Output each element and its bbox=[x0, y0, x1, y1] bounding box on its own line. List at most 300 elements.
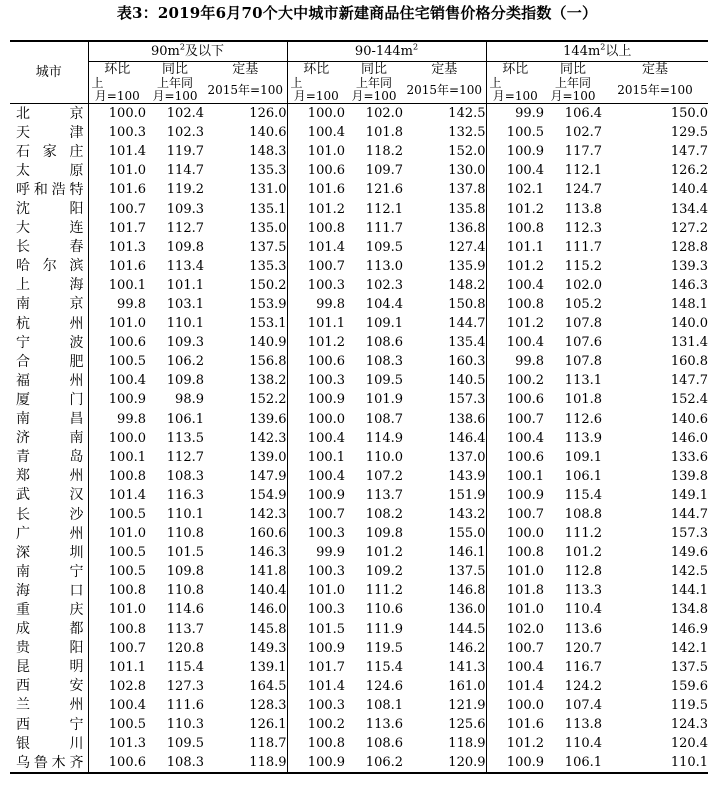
city-name: 长春 bbox=[10, 238, 88, 257]
index-value: 164.5 bbox=[204, 677, 287, 696]
index-value: 112.1 bbox=[365, 201, 404, 217]
index-value: 100.1 bbox=[307, 449, 346, 465]
index-value: 139.1 bbox=[204, 658, 287, 677]
index-value: 99.8 bbox=[117, 411, 146, 427]
index-value: 146.3 bbox=[204, 543, 287, 562]
index-value: 113.6 bbox=[564, 621, 603, 637]
city-name: 呼和浩特 bbox=[10, 180, 88, 199]
fixed-header: 定基 bbox=[204, 62, 287, 77]
index-value: 109.5 bbox=[365, 239, 404, 255]
index-value: 101.2 bbox=[506, 736, 545, 752]
index-value: 110.6 bbox=[365, 602, 404, 618]
index-value: 100.8 bbox=[506, 296, 545, 312]
index-value: 100.6 bbox=[108, 335, 146, 351]
index-value: 126.0 bbox=[204, 104, 287, 124]
index-value: 101.6 bbox=[307, 182, 346, 198]
city-name: 厦门 bbox=[10, 390, 88, 409]
index-value: 102.4 bbox=[166, 106, 204, 122]
index-value: 127.4 bbox=[403, 238, 486, 257]
index-value: 116.7 bbox=[564, 659, 603, 675]
index-value: 137.5 bbox=[204, 238, 287, 257]
index-value: 101.1 bbox=[307, 316, 346, 332]
index-value: 142.1 bbox=[670, 640, 709, 656]
index-value: 101.0 bbox=[108, 526, 146, 542]
index-value: 100.2 bbox=[307, 717, 346, 733]
table-row bbox=[10, 505, 708, 524]
index-value: 140.5 bbox=[403, 371, 486, 390]
index-value: 153.9 bbox=[204, 295, 287, 314]
index-value: 101.8 bbox=[506, 583, 545, 599]
index-value: 139.3 bbox=[670, 258, 709, 274]
index-value: 140.4 bbox=[670, 182, 709, 198]
index-value: 100.5 bbox=[108, 545, 146, 561]
index-value: 101.8 bbox=[564, 392, 603, 408]
index-value: 108.1 bbox=[365, 697, 404, 713]
base-line2: 月=100 bbox=[293, 88, 339, 103]
yoy-header: 同比 bbox=[161, 61, 188, 77]
table-row bbox=[10, 448, 708, 467]
index-value: 135.4 bbox=[403, 333, 486, 352]
index-value: 146.9 bbox=[670, 621, 709, 637]
index-value: 134.4 bbox=[670, 201, 709, 217]
index-value: 124.2 bbox=[564, 678, 603, 694]
table-row bbox=[10, 486, 708, 505]
index-value: 136.0 bbox=[403, 600, 486, 619]
index-value: 101.4 bbox=[108, 487, 146, 503]
index-value: 124.6 bbox=[365, 678, 404, 694]
index-value: 159.6 bbox=[670, 678, 709, 694]
index-value: 140.0 bbox=[670, 316, 709, 332]
index-value: 108.3 bbox=[365, 354, 404, 370]
group-label-sup: 2 bbox=[600, 42, 606, 52]
table-row bbox=[10, 715, 708, 734]
index-value: 135.3 bbox=[204, 257, 287, 276]
index-value: 137.5 bbox=[670, 659, 709, 675]
index-value: 142.3 bbox=[204, 429, 287, 448]
index-value: 109.8 bbox=[166, 564, 204, 580]
index-value: 137.0 bbox=[403, 448, 486, 467]
index-value: 100.9 bbox=[108, 392, 146, 408]
index-value: 112.8 bbox=[564, 564, 603, 580]
index-value: 127.2 bbox=[670, 220, 709, 236]
index-value: 125.6 bbox=[403, 715, 486, 734]
index-value: 100.3 bbox=[307, 526, 346, 542]
index-value: 126.2 bbox=[670, 163, 709, 179]
index-value: 100.4 bbox=[307, 125, 346, 141]
index-value: 139.8 bbox=[670, 468, 709, 484]
index-value: 100.7 bbox=[307, 507, 346, 523]
index-value: 152.2 bbox=[204, 390, 287, 409]
index-value: 107.6 bbox=[564, 335, 603, 351]
index-value: 109.5 bbox=[365, 373, 404, 389]
index-value: 152.4 bbox=[670, 392, 709, 408]
index-value: 115.2 bbox=[564, 258, 603, 274]
table-row bbox=[10, 276, 708, 295]
mom-header: 环比 bbox=[303, 61, 330, 77]
index-value: 146.8 bbox=[403, 581, 486, 600]
index-value: 115.4 bbox=[365, 659, 404, 675]
group-label-sup: 2 bbox=[179, 42, 185, 52]
index-value: 154.9 bbox=[204, 486, 287, 505]
index-value: 119.5 bbox=[670, 697, 709, 713]
index-value: 147.7 bbox=[670, 144, 709, 160]
index-value: 101.6 bbox=[108, 182, 146, 198]
index-value: 106.1 bbox=[564, 468, 603, 484]
index-value: 101.0 bbox=[506, 602, 545, 618]
yoy-base-header bbox=[146, 76, 204, 104]
city-name: 大连 bbox=[10, 219, 88, 238]
index-value: 101.0 bbox=[108, 163, 146, 179]
index-value: 114.7 bbox=[166, 163, 204, 179]
index-value: 100.7 bbox=[506, 640, 545, 656]
index-value: 109.7 bbox=[365, 163, 404, 179]
index-value: 115.4 bbox=[564, 487, 603, 503]
index-value: 100.7 bbox=[506, 411, 545, 427]
base-line2: 月=100 bbox=[550, 88, 596, 103]
table-title: 表3：2019年6月70个大中城市新建商品住宅销售价格分类指数（一） bbox=[116, 4, 598, 22]
table-row bbox=[10, 467, 708, 486]
index-value: 150.0 bbox=[670, 106, 709, 122]
base-line1: 上 bbox=[290, 75, 303, 90]
index-value: 101.3 bbox=[108, 736, 146, 752]
index-value: 120.9 bbox=[403, 753, 486, 773]
index-value: 150.8 bbox=[403, 295, 486, 314]
index-value: 140.6 bbox=[204, 123, 287, 142]
index-value: 140.9 bbox=[204, 333, 287, 352]
index-value: 112.7 bbox=[166, 449, 204, 465]
index-value: 100.9 bbox=[307, 640, 346, 656]
city-name: 武汉 bbox=[10, 486, 88, 505]
index-value: 108.6 bbox=[365, 736, 404, 752]
index-value: 108.7 bbox=[365, 411, 404, 427]
index-value: 99.9 bbox=[515, 106, 545, 122]
index-value: 100.4 bbox=[506, 163, 545, 179]
table-row bbox=[10, 696, 708, 715]
index-value: 146.3 bbox=[670, 277, 709, 293]
index-value: 101.2 bbox=[506, 258, 545, 274]
city-name: 乌鲁木齐 bbox=[10, 753, 88, 773]
index-value: 98.9 bbox=[175, 392, 204, 408]
index-value: 109.8 bbox=[166, 239, 204, 255]
index-value: 160.3 bbox=[403, 352, 486, 371]
index-value: 109.8 bbox=[166, 373, 204, 389]
index-value: 100.9 bbox=[486, 753, 544, 773]
group-label-tail: 以上 bbox=[605, 44, 632, 59]
city-name: 广州 bbox=[10, 524, 88, 543]
index-value: 160.6 bbox=[204, 524, 287, 543]
yoy-header: 同比 bbox=[361, 61, 388, 77]
index-value: 99.8 bbox=[316, 296, 346, 312]
city-name: 福州 bbox=[10, 371, 88, 390]
index-value: 137.8 bbox=[403, 180, 486, 199]
city-name: 宁波 bbox=[10, 333, 88, 352]
city-name: 重庆 bbox=[10, 600, 88, 619]
index-value: 100.9 bbox=[506, 144, 545, 160]
index-value: 113.5 bbox=[166, 430, 204, 446]
city-name: 南京 bbox=[10, 295, 88, 314]
table-row bbox=[10, 257, 708, 276]
table-row bbox=[10, 199, 708, 218]
index-value: 100.5 bbox=[108, 564, 146, 580]
index-value: 100.0 bbox=[506, 526, 545, 542]
index-value: 101.9 bbox=[365, 392, 404, 408]
index-value: 100.6 bbox=[88, 753, 146, 773]
table-row bbox=[10, 314, 708, 333]
index-value: 120.4 bbox=[670, 736, 709, 752]
index-value: 119.7 bbox=[166, 144, 204, 160]
index-value: 137.5 bbox=[403, 562, 486, 581]
index-value: 142.3 bbox=[204, 505, 287, 524]
index-value: 99.8 bbox=[117, 296, 146, 312]
index-value: 100.3 bbox=[108, 125, 146, 141]
index-value: 136.8 bbox=[403, 219, 486, 238]
index-value: 107.2 bbox=[365, 468, 404, 484]
index-value: 101.0 bbox=[307, 144, 346, 160]
index-value: 128.8 bbox=[670, 239, 709, 255]
group-label: 144m bbox=[563, 44, 601, 59]
mom-base-header bbox=[88, 76, 146, 104]
index-value: 113.9 bbox=[564, 430, 603, 446]
index-value: 100.0 bbox=[108, 430, 146, 446]
index-value: 144.7 bbox=[670, 507, 709, 523]
base-line1: 上年同 bbox=[156, 75, 193, 90]
index-value: 141.8 bbox=[204, 562, 287, 581]
city-name: 海口 bbox=[10, 581, 88, 600]
index-value: 101.0 bbox=[108, 602, 146, 618]
index-value: 101.4 bbox=[108, 144, 146, 160]
index-value: 144.5 bbox=[403, 620, 486, 639]
index-value: 100.6 bbox=[307, 354, 346, 370]
yoy-base-header bbox=[345, 76, 403, 104]
city-name: 南宁 bbox=[10, 562, 88, 581]
fixed-base-header: 2015年=100 bbox=[602, 76, 708, 104]
index-value: 100.0 bbox=[108, 106, 146, 122]
city-name: 兰州 bbox=[10, 696, 88, 715]
index-value: 145.8 bbox=[204, 620, 287, 639]
index-value: 100.4 bbox=[506, 659, 545, 675]
index-value: 120.8 bbox=[166, 640, 204, 656]
index-value: 124.3 bbox=[670, 717, 709, 733]
index-value: 157.3 bbox=[670, 526, 709, 542]
index-value: 109.1 bbox=[365, 316, 404, 332]
index-value: 100.6 bbox=[506, 449, 545, 465]
index-value: 101.1 bbox=[108, 659, 146, 675]
index-value: 153.1 bbox=[204, 314, 287, 333]
index-value: 106.1 bbox=[544, 753, 602, 773]
index-value: 110.3 bbox=[166, 717, 204, 733]
city-name: 长沙 bbox=[10, 505, 88, 524]
table-row bbox=[10, 562, 708, 581]
index-value: 109.3 bbox=[166, 201, 204, 217]
index-value: 112.1 bbox=[564, 163, 603, 179]
index-value: 118.2 bbox=[365, 144, 404, 160]
index-value: 151.9 bbox=[403, 486, 486, 505]
index-value: 160.8 bbox=[670, 354, 709, 370]
index-value: 111.7 bbox=[564, 239, 603, 255]
base-line1: 上 bbox=[489, 75, 502, 90]
city-name: 西安 bbox=[10, 677, 88, 696]
city-name: 太原 bbox=[10, 161, 88, 180]
index-value: 102.0 bbox=[365, 106, 404, 122]
table-row bbox=[10, 639, 708, 658]
header-row-index-type bbox=[10, 62, 708, 77]
index-value: 114.6 bbox=[166, 602, 204, 618]
index-value: 101.2 bbox=[365, 545, 404, 561]
mom-base-header bbox=[486, 76, 544, 104]
index-value: 100.8 bbox=[108, 468, 146, 484]
table-row bbox=[10, 543, 708, 562]
group-header-medium bbox=[287, 41, 486, 62]
index-value: 108.3 bbox=[146, 753, 204, 773]
index-value: 101.2 bbox=[564, 545, 603, 561]
group-label-tail: 及以下 bbox=[184, 44, 224, 59]
index-value: 113.4 bbox=[166, 258, 204, 274]
index-value: 100.0 bbox=[307, 106, 346, 122]
table-row bbox=[10, 677, 708, 696]
price-index-table bbox=[10, 40, 708, 774]
city-name: 郑州 bbox=[10, 467, 88, 486]
table-row bbox=[10, 123, 708, 142]
index-value: 113.8 bbox=[564, 717, 603, 733]
city-name: 上海 bbox=[10, 276, 88, 295]
index-value: 101.5 bbox=[307, 621, 346, 637]
index-value: 124.7 bbox=[564, 182, 603, 198]
index-value: 100.3 bbox=[307, 602, 346, 618]
index-value: 100.6 bbox=[307, 163, 346, 179]
index-value: 100.0 bbox=[307, 411, 346, 427]
index-value: 100.1 bbox=[108, 449, 146, 465]
city-name: 昆明 bbox=[10, 658, 88, 677]
index-value: 109.1 bbox=[564, 449, 603, 465]
city-name: 合肥 bbox=[10, 352, 88, 371]
index-value: 100.8 bbox=[307, 220, 346, 236]
city-name: 石家庄 bbox=[10, 142, 88, 161]
table-row bbox=[10, 104, 708, 124]
index-value: 140.4 bbox=[204, 581, 287, 600]
index-value: 146.2 bbox=[403, 639, 486, 658]
index-value: 113.6 bbox=[365, 717, 404, 733]
index-value: 100.4 bbox=[506, 277, 545, 293]
index-value: 100.7 bbox=[108, 640, 146, 656]
index-value: 99.8 bbox=[515, 354, 545, 370]
city-name: 济南 bbox=[10, 429, 88, 448]
table-row bbox=[10, 753, 708, 773]
index-value: 144.7 bbox=[403, 314, 486, 333]
table-row bbox=[10, 658, 708, 677]
index-value: 101.0 bbox=[307, 583, 346, 599]
index-value: 101.5 bbox=[166, 545, 204, 561]
index-value: 110.8 bbox=[166, 526, 204, 542]
city-name: 深圳 bbox=[10, 543, 88, 562]
index-value: 144.1 bbox=[670, 583, 709, 599]
index-value: 110.1 bbox=[602, 753, 708, 773]
index-value: 109.5 bbox=[166, 736, 204, 752]
index-value: 100.9 bbox=[307, 487, 346, 503]
fixed-base-header: 2015年=100 bbox=[403, 76, 486, 104]
index-value: 118.9 bbox=[204, 753, 287, 773]
index-value: 108.8 bbox=[564, 507, 603, 523]
index-value: 100.4 bbox=[307, 468, 346, 484]
index-value: 100.9 bbox=[307, 392, 346, 408]
base-line2: 月=100 bbox=[94, 88, 140, 103]
index-value: 100.7 bbox=[108, 201, 146, 217]
index-value: 113.3 bbox=[564, 583, 603, 599]
city-name: 北京 bbox=[10, 104, 88, 124]
index-value: 101.8 bbox=[365, 125, 404, 141]
index-value: 100.8 bbox=[108, 583, 146, 599]
header-row-groups bbox=[10, 41, 708, 62]
index-value: 101.0 bbox=[108, 316, 146, 332]
index-value: 121.9 bbox=[403, 696, 486, 715]
table-row bbox=[10, 429, 708, 448]
group-label-sup: 2 bbox=[413, 42, 419, 52]
index-value: 100.8 bbox=[307, 736, 346, 752]
index-value: 148.3 bbox=[204, 142, 287, 161]
index-value: 135.8 bbox=[403, 199, 486, 218]
index-value: 119.5 bbox=[365, 640, 404, 656]
index-value: 146.4 bbox=[403, 429, 486, 448]
index-value: 143.2 bbox=[403, 505, 486, 524]
index-value: 106.1 bbox=[166, 411, 204, 427]
city-column-header bbox=[10, 41, 88, 104]
index-value: 147.7 bbox=[670, 373, 709, 389]
index-value: 104.4 bbox=[365, 296, 404, 312]
fixed-base-header: 2015年=100 bbox=[204, 76, 287, 104]
index-value: 101.4 bbox=[307, 239, 346, 255]
index-value: 101.7 bbox=[108, 220, 146, 236]
index-value: 155.0 bbox=[403, 524, 486, 543]
index-value: 100.9 bbox=[506, 487, 545, 503]
index-value: 103.1 bbox=[166, 296, 204, 312]
index-value: 108.2 bbox=[365, 507, 404, 523]
index-value: 100.8 bbox=[506, 220, 545, 236]
index-value: 121.6 bbox=[365, 182, 404, 198]
index-value: 143.9 bbox=[403, 467, 486, 486]
index-value: 100.4 bbox=[506, 430, 545, 446]
index-value: 138.6 bbox=[403, 410, 486, 429]
index-value: 111.2 bbox=[365, 583, 404, 599]
index-value: 100.6 bbox=[506, 392, 545, 408]
index-value: 127.3 bbox=[166, 678, 204, 694]
index-value: 101.1 bbox=[506, 239, 545, 255]
index-value: 126.1 bbox=[204, 715, 287, 734]
index-value: 132.5 bbox=[403, 123, 486, 142]
index-value: 146.0 bbox=[670, 430, 709, 446]
index-value: 110.4 bbox=[564, 736, 603, 752]
index-value: 140.6 bbox=[670, 411, 709, 427]
table-row bbox=[10, 295, 708, 314]
index-value: 101.2 bbox=[307, 335, 346, 351]
table-body bbox=[10, 104, 708, 774]
index-value: 100.5 bbox=[506, 125, 545, 141]
base-line2: 月=100 bbox=[351, 88, 397, 103]
index-value: 100.3 bbox=[307, 697, 346, 713]
index-value: 100.8 bbox=[506, 545, 545, 561]
index-value: 100.0 bbox=[506, 697, 545, 713]
index-value: 113.7 bbox=[365, 487, 404, 503]
city-header-label: 城市 bbox=[35, 65, 62, 80]
index-value: 100.1 bbox=[108, 277, 146, 293]
index-value: 110.8 bbox=[166, 583, 204, 599]
index-value: 141.3 bbox=[403, 658, 486, 677]
city-name: 沈阳 bbox=[10, 199, 88, 218]
index-value: 100.1 bbox=[506, 468, 545, 484]
index-value: 149.1 bbox=[670, 487, 709, 503]
index-value: 102.0 bbox=[564, 277, 603, 293]
table-row bbox=[10, 524, 708, 543]
city-name: 青岛 bbox=[10, 448, 88, 467]
index-value: 148.2 bbox=[403, 276, 486, 295]
